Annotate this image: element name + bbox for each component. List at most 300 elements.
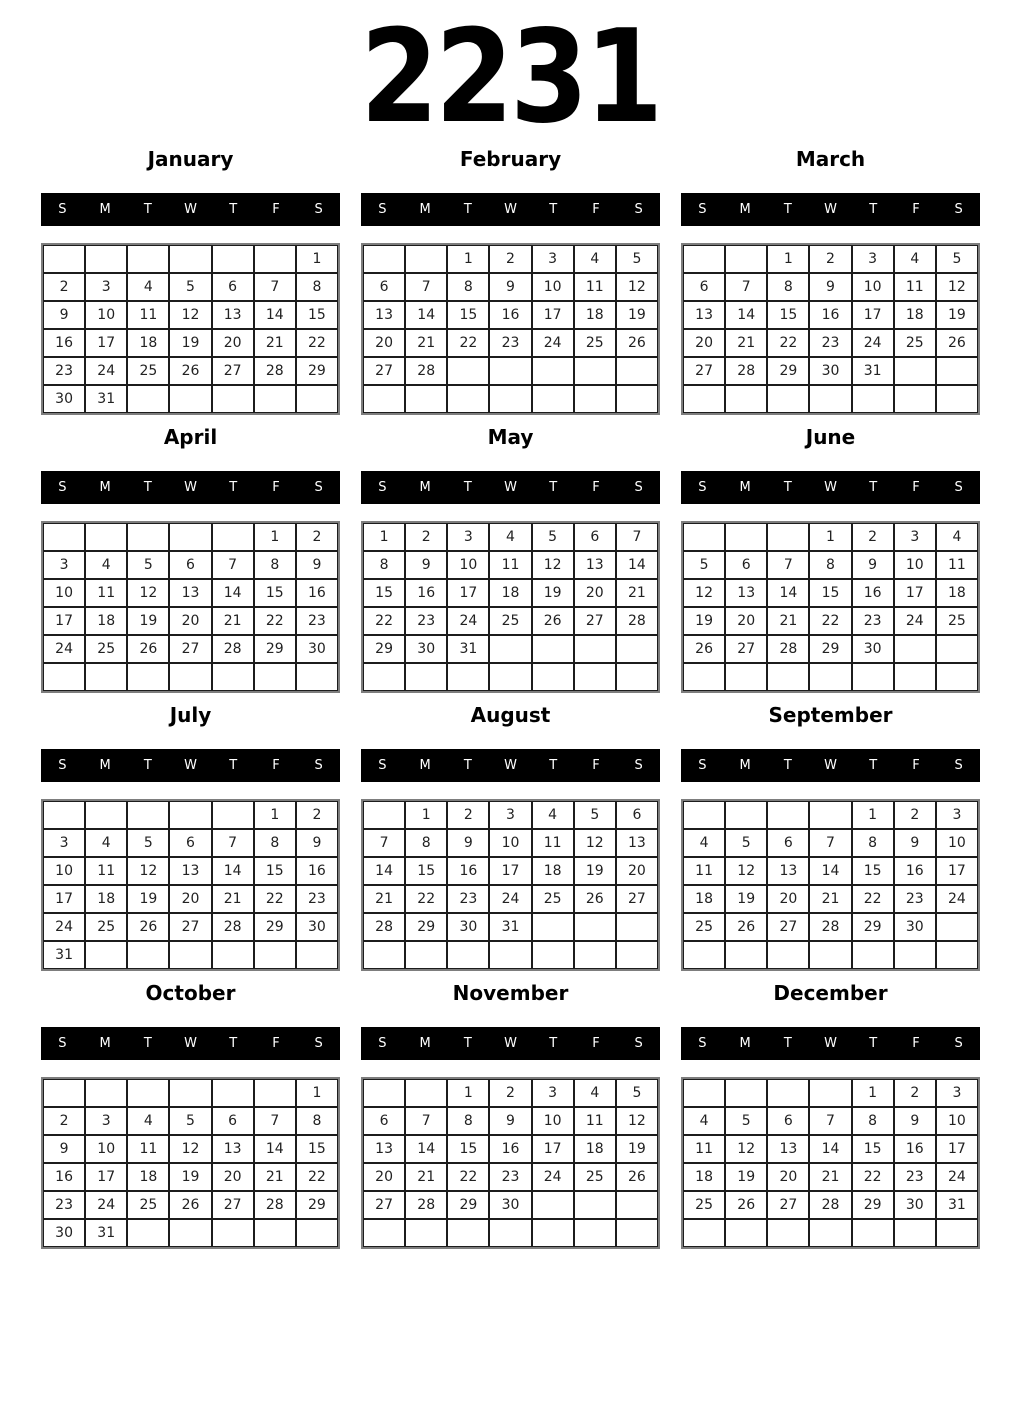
date-cell: 7 <box>212 551 254 579</box>
date-cell: 10 <box>43 579 85 607</box>
weekday-label: F <box>592 1036 600 1051</box>
date-cell: 3 <box>852 245 894 273</box>
date-cell-empty <box>725 385 767 413</box>
month-january <box>41 144 340 415</box>
date-cell: 9 <box>405 551 447 579</box>
date-cell: 13 <box>212 1135 254 1163</box>
date-cell: 24 <box>85 357 127 385</box>
weekday-header <box>41 193 340 226</box>
date-cell-empty <box>296 663 338 691</box>
weekday-label: S <box>954 202 963 217</box>
date-cell: 14 <box>254 301 296 329</box>
date-cell-empty <box>767 941 809 969</box>
date-cell: 20 <box>574 579 616 607</box>
date-cell: 10 <box>447 551 489 579</box>
date-cell-empty <box>683 1219 725 1247</box>
date-cell: 28 <box>616 607 658 635</box>
date-cell: 23 <box>405 607 447 635</box>
month-october <box>41 978 340 1249</box>
date-cell-empty <box>127 1079 169 1107</box>
date-cell: 17 <box>852 301 894 329</box>
date-cell: 8 <box>296 273 338 301</box>
date-cell: 31 <box>85 385 127 413</box>
date-cell: 19 <box>127 607 169 635</box>
date-cell: 24 <box>936 1163 978 1191</box>
date-cell: 4 <box>936 523 978 551</box>
date-cell: 3 <box>532 245 574 273</box>
weekday-label: T <box>783 202 792 217</box>
date-cell: 23 <box>296 885 338 913</box>
date-cell: 2 <box>296 801 338 829</box>
date-cell-empty <box>767 1079 809 1107</box>
date-cell: 10 <box>85 1135 127 1163</box>
date-cell-empty <box>212 1079 254 1107</box>
date-cell: 14 <box>767 579 809 607</box>
date-cell: 18 <box>936 579 978 607</box>
date-cell-empty <box>767 663 809 691</box>
date-cell: 7 <box>254 273 296 301</box>
weekday-label: W <box>504 480 517 495</box>
date-cell-empty <box>767 1219 809 1247</box>
date-cell-empty <box>574 1219 616 1247</box>
date-cell: 25 <box>936 607 978 635</box>
date-cell: 27 <box>574 607 616 635</box>
date-cell: 6 <box>363 1107 405 1135</box>
date-cell: 28 <box>767 635 809 663</box>
date-cell-empty <box>489 385 531 413</box>
date-cell: 31 <box>936 1191 978 1219</box>
date-cell-empty <box>936 913 978 941</box>
month-december <box>681 978 980 1249</box>
date-cell: 24 <box>936 885 978 913</box>
weekday-label: F <box>592 758 600 773</box>
date-cell-empty <box>809 385 851 413</box>
date-cell-empty <box>43 801 85 829</box>
weekday-label: M <box>419 758 431 773</box>
weekday-header <box>41 1027 340 1060</box>
date-cell: 17 <box>43 885 85 913</box>
date-grid <box>41 521 340 693</box>
weekday-label: T <box>549 758 558 773</box>
weekday-label: T <box>869 1036 878 1051</box>
date-cell: 23 <box>296 607 338 635</box>
date-cell: 28 <box>363 913 405 941</box>
date-cell: 9 <box>296 551 338 579</box>
date-cell: 21 <box>616 579 658 607</box>
date-cell-empty <box>254 385 296 413</box>
date-cell: 3 <box>532 1079 574 1107</box>
date-cell: 17 <box>85 1163 127 1191</box>
weekday-label: S <box>314 202 323 217</box>
date-cell: 11 <box>683 1135 725 1163</box>
date-cell-empty <box>936 663 978 691</box>
date-cell-empty <box>574 913 616 941</box>
date-cell: 31 <box>43 941 85 969</box>
weekday-label: F <box>272 480 280 495</box>
weekday-label: M <box>99 1036 111 1051</box>
date-cell: 20 <box>683 329 725 357</box>
date-cell: 20 <box>616 857 658 885</box>
date-cell-empty <box>725 523 767 551</box>
date-cell-empty <box>936 357 978 385</box>
month-title: December <box>773 981 888 1005</box>
date-cell: 18 <box>574 1135 616 1163</box>
month-title: November <box>452 981 569 1005</box>
date-cell: 27 <box>169 913 211 941</box>
weekday-label: T <box>143 758 152 773</box>
date-cell: 17 <box>936 857 978 885</box>
date-cell: 9 <box>43 1135 85 1163</box>
weekday-label: F <box>912 1036 920 1051</box>
date-cell: 2 <box>489 245 531 273</box>
date-cell-empty <box>725 1079 767 1107</box>
date-cell: 23 <box>489 1163 531 1191</box>
date-cell: 8 <box>809 551 851 579</box>
date-grid <box>41 799 340 971</box>
date-cell: 24 <box>532 329 574 357</box>
weekday-label: S <box>58 480 67 495</box>
date-cell: 20 <box>212 329 254 357</box>
date-cell: 7 <box>405 273 447 301</box>
date-cell: 26 <box>532 607 574 635</box>
date-cell-empty <box>725 801 767 829</box>
date-cell-empty <box>616 913 658 941</box>
date-cell: 13 <box>767 857 809 885</box>
date-cell: 5 <box>725 829 767 857</box>
date-cell: 16 <box>894 857 936 885</box>
month-title: October <box>145 981 236 1005</box>
date-cell: 6 <box>683 273 725 301</box>
date-grid <box>361 1077 660 1249</box>
date-cell: 17 <box>43 607 85 635</box>
date-cell-empty <box>363 385 405 413</box>
month-title: June <box>805 425 856 449</box>
date-cell: 25 <box>574 1163 616 1191</box>
date-cell: 4 <box>85 829 127 857</box>
date-cell: 5 <box>683 551 725 579</box>
date-cell-empty <box>725 663 767 691</box>
date-cell-empty <box>683 801 725 829</box>
date-cell: 24 <box>43 635 85 663</box>
weekday-label: M <box>739 480 751 495</box>
date-cell: 21 <box>254 1163 296 1191</box>
date-cell-empty <box>683 1079 725 1107</box>
date-cell-empty <box>254 941 296 969</box>
date-cell: 5 <box>127 551 169 579</box>
date-grid <box>361 799 660 971</box>
date-cell: 10 <box>936 1107 978 1135</box>
date-cell: 3 <box>936 801 978 829</box>
date-cell: 5 <box>169 1107 211 1135</box>
date-cell-empty <box>127 801 169 829</box>
date-cell: 23 <box>43 1191 85 1219</box>
date-cell-empty <box>574 385 616 413</box>
date-cell: 15 <box>852 1135 894 1163</box>
date-cell-empty <box>85 523 127 551</box>
date-cell: 27 <box>363 1191 405 1219</box>
date-cell: 22 <box>254 885 296 913</box>
month-august <box>361 700 660 971</box>
date-cell: 29 <box>852 913 894 941</box>
date-cell: 28 <box>725 357 767 385</box>
date-cell: 29 <box>363 635 405 663</box>
date-cell: 29 <box>809 635 851 663</box>
date-cell: 15 <box>767 301 809 329</box>
weekday-header <box>41 471 340 504</box>
date-cell: 25 <box>489 607 531 635</box>
date-cell-empty <box>127 523 169 551</box>
date-cell: 2 <box>405 523 447 551</box>
year-title: 2231 <box>360 3 660 152</box>
date-cell: 8 <box>405 829 447 857</box>
date-cell: 17 <box>489 857 531 885</box>
date-cell: 8 <box>254 829 296 857</box>
date-cell: 2 <box>43 273 85 301</box>
weekday-label: S <box>698 480 707 495</box>
date-cell: 12 <box>936 273 978 301</box>
date-cell: 1 <box>363 523 405 551</box>
weekday-label: T <box>869 202 878 217</box>
date-cell: 6 <box>767 1107 809 1135</box>
date-cell: 10 <box>852 273 894 301</box>
weekday-label: M <box>739 202 751 217</box>
weekday-label: F <box>912 480 920 495</box>
date-cell-empty <box>85 941 127 969</box>
month-july <box>41 700 340 971</box>
date-cell: 5 <box>616 1079 658 1107</box>
date-cell: 13 <box>574 551 616 579</box>
date-cell-empty <box>447 385 489 413</box>
date-cell-empty <box>169 1219 211 1247</box>
date-cell: 10 <box>489 829 531 857</box>
date-cell: 15 <box>405 857 447 885</box>
date-cell-empty <box>489 635 531 663</box>
date-cell-empty <box>254 1219 296 1247</box>
date-cell: 11 <box>85 579 127 607</box>
date-cell: 4 <box>127 1107 169 1135</box>
date-cell-empty <box>169 385 211 413</box>
date-cell: 1 <box>447 245 489 273</box>
date-cell-empty <box>852 385 894 413</box>
date-cell: 5 <box>127 829 169 857</box>
date-cell: 22 <box>296 329 338 357</box>
date-cell: 1 <box>296 1079 338 1107</box>
date-cell: 21 <box>405 1163 447 1191</box>
date-cell: 18 <box>574 301 616 329</box>
date-cell-empty <box>254 663 296 691</box>
date-cell: 25 <box>894 329 936 357</box>
date-cell-empty <box>43 245 85 273</box>
date-cell-empty <box>169 663 211 691</box>
date-cell: 20 <box>169 607 211 635</box>
date-cell: 19 <box>725 885 767 913</box>
date-cell-empty <box>809 801 851 829</box>
date-cell: 23 <box>894 1163 936 1191</box>
date-cell-empty <box>212 801 254 829</box>
date-cell: 12 <box>683 579 725 607</box>
date-cell: 10 <box>85 301 127 329</box>
date-cell-empty <box>489 663 531 691</box>
date-cell: 26 <box>169 1191 211 1219</box>
date-cell: 21 <box>363 885 405 913</box>
date-cell: 17 <box>85 329 127 357</box>
date-cell: 28 <box>405 357 447 385</box>
date-cell: 11 <box>489 551 531 579</box>
date-cell: 2 <box>489 1079 531 1107</box>
date-cell: 26 <box>683 635 725 663</box>
weekday-label: S <box>314 480 323 495</box>
date-cell: 16 <box>296 579 338 607</box>
date-cell: 11 <box>127 301 169 329</box>
date-cell-empty <box>212 941 254 969</box>
date-cell: 19 <box>725 1163 767 1191</box>
date-cell: 13 <box>363 1135 405 1163</box>
date-cell: 26 <box>725 913 767 941</box>
weekday-label: F <box>272 1036 280 1051</box>
month-april <box>41 422 340 693</box>
month-title: January <box>147 147 234 171</box>
date-cell-empty <box>767 385 809 413</box>
date-cell: 3 <box>489 801 531 829</box>
weekday-header <box>361 193 660 226</box>
date-cell-empty <box>616 1219 658 1247</box>
date-cell-empty <box>616 357 658 385</box>
weekday-label: S <box>634 1036 643 1051</box>
weekday-label: S <box>954 1036 963 1051</box>
date-cell: 9 <box>489 273 531 301</box>
date-cell-empty <box>43 523 85 551</box>
date-cell: 4 <box>574 245 616 273</box>
date-cell: 6 <box>363 273 405 301</box>
date-cell: 28 <box>405 1191 447 1219</box>
date-cell-empty <box>725 245 767 273</box>
date-cell: 12 <box>127 579 169 607</box>
date-cell: 16 <box>489 301 531 329</box>
weekday-label: W <box>184 758 197 773</box>
date-cell: 18 <box>127 1163 169 1191</box>
date-cell: 1 <box>809 523 851 551</box>
weekday-label: F <box>592 480 600 495</box>
date-cell-empty <box>405 245 447 273</box>
date-cell: 16 <box>405 579 447 607</box>
date-cell-empty <box>894 663 936 691</box>
date-cell-empty <box>127 1219 169 1247</box>
date-cell: 28 <box>809 1191 851 1219</box>
weekday-label: F <box>272 202 280 217</box>
date-cell: 30 <box>894 913 936 941</box>
weekday-label: M <box>739 1036 751 1051</box>
date-cell: 16 <box>447 857 489 885</box>
date-cell: 29 <box>296 1191 338 1219</box>
weekday-header <box>681 749 980 782</box>
weekday-label: W <box>824 480 837 495</box>
date-cell-empty <box>127 941 169 969</box>
date-cell: 27 <box>363 357 405 385</box>
weekday-label: W <box>184 480 197 495</box>
weekday-label: F <box>592 202 600 217</box>
date-cell: 9 <box>489 1107 531 1135</box>
date-cell: 7 <box>212 829 254 857</box>
weekday-label: F <box>912 202 920 217</box>
date-cell-empty <box>894 635 936 663</box>
date-cell: 16 <box>489 1135 531 1163</box>
date-cell-empty <box>767 523 809 551</box>
date-cell: 6 <box>725 551 767 579</box>
weekday-label: T <box>869 480 878 495</box>
date-cell-empty <box>683 245 725 273</box>
date-cell-empty <box>809 941 851 969</box>
weekday-header <box>361 749 660 782</box>
date-cell: 28 <box>254 1191 296 1219</box>
date-cell: 1 <box>767 245 809 273</box>
month-title: July <box>169 703 212 727</box>
date-cell: 12 <box>725 1135 767 1163</box>
weekday-label: S <box>314 1036 323 1051</box>
date-cell-empty <box>809 663 851 691</box>
date-cell-empty <box>447 941 489 969</box>
date-cell-empty <box>212 663 254 691</box>
date-cell: 4 <box>574 1079 616 1107</box>
date-cell-empty <box>725 1219 767 1247</box>
date-cell-empty <box>405 385 447 413</box>
date-cell-empty <box>936 385 978 413</box>
weekday-label: W <box>184 202 197 217</box>
date-cell-empty <box>363 1079 405 1107</box>
date-cell: 3 <box>85 273 127 301</box>
date-cell-empty <box>296 1219 338 1247</box>
date-cell: 6 <box>212 273 254 301</box>
weekday-label: F <box>272 758 280 773</box>
month-title: February <box>459 147 562 171</box>
date-grid <box>681 799 980 971</box>
date-cell-empty <box>169 941 211 969</box>
date-cell-empty <box>767 801 809 829</box>
date-cell: 4 <box>683 1107 725 1135</box>
weekday-label: W <box>504 202 517 217</box>
date-grid <box>41 243 340 415</box>
date-cell: 25 <box>127 1191 169 1219</box>
date-cell: 6 <box>616 801 658 829</box>
date-cell: 9 <box>447 829 489 857</box>
date-grid <box>41 1077 340 1249</box>
date-cell-empty <box>894 385 936 413</box>
weekday-label: S <box>698 758 707 773</box>
month-may <box>361 422 660 693</box>
weekday-label: M <box>419 480 431 495</box>
date-cell-empty <box>616 385 658 413</box>
date-cell: 25 <box>683 913 725 941</box>
date-cell: 6 <box>169 829 211 857</box>
date-cell: 15 <box>363 579 405 607</box>
weekday-label: S <box>698 202 707 217</box>
date-cell: 16 <box>296 857 338 885</box>
date-cell: 5 <box>616 245 658 273</box>
date-cell: 20 <box>767 885 809 913</box>
date-cell: 23 <box>447 885 489 913</box>
date-cell: 29 <box>254 635 296 663</box>
date-cell: 22 <box>254 607 296 635</box>
date-cell: 8 <box>254 551 296 579</box>
date-cell: 4 <box>894 245 936 273</box>
date-cell-empty <box>169 801 211 829</box>
weekday-label: W <box>824 202 837 217</box>
date-cell: 30 <box>296 913 338 941</box>
date-cell-empty <box>532 635 574 663</box>
date-cell: 17 <box>936 1135 978 1163</box>
date-cell: 8 <box>447 1107 489 1135</box>
month-title: April <box>163 425 218 449</box>
weekday-label: T <box>549 1036 558 1051</box>
